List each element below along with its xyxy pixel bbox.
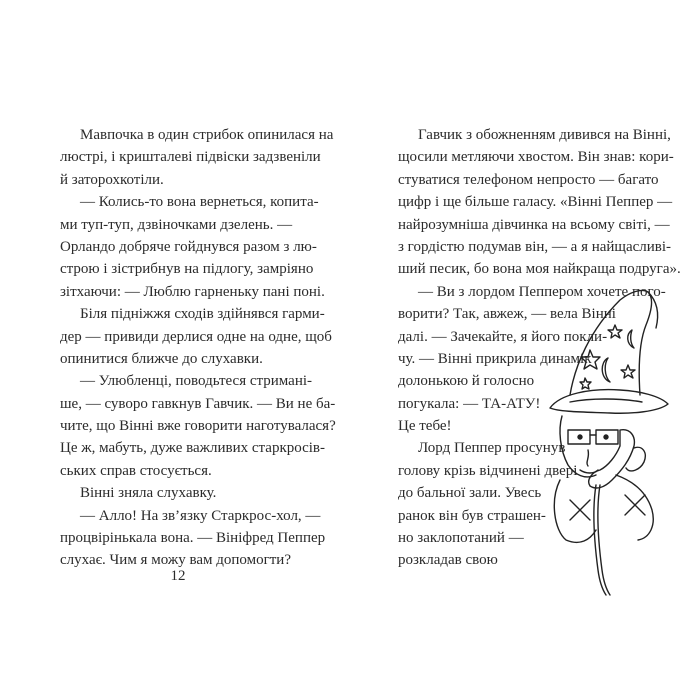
text-line: ше, — суворо гавкнув Гавчик. — Ви не ба- bbox=[60, 395, 336, 412]
text-line: найрозумніша дівчинка на всьому світі, — bbox=[398, 216, 670, 233]
text-line: — Алло! На зв’язку Старкрос-хол, — bbox=[80, 507, 321, 524]
text-line: Біля підніжжя сходів здійнявся гарми- bbox=[80, 306, 325, 323]
text-line: Це тебе! bbox=[398, 418, 452, 435]
text-line: Лорд Пеппер просунув bbox=[418, 440, 566, 457]
text-line: й заторохкотіли. bbox=[60, 171, 164, 188]
left-page-text bbox=[60, 124, 350, 572]
text-line: чу. — Вінні прикрила динамік bbox=[398, 350, 592, 367]
text-line: щосили метляючи хвостом. Він знав: кори- bbox=[398, 149, 674, 166]
text-line: долонькою й голосно bbox=[398, 373, 535, 390]
text-line: зітхаючи: — Люблю гарненьку пані поні. bbox=[60, 283, 325, 300]
illustration-wizard-hat-man bbox=[530, 270, 670, 600]
text-line: — Колись-то вона вернеться, копита- bbox=[80, 194, 319, 211]
text-line: Орландо добряче гойднувся разом з лю- bbox=[60, 238, 317, 255]
text-line: процвірінькала вона. — Вініфред Пеппер bbox=[60, 530, 326, 547]
page-number: 12 bbox=[170, 568, 186, 584]
right-page bbox=[350, 0, 700, 700]
text-line: дер — привиди дерлися одне на одне, щоб bbox=[60, 328, 332, 345]
text-line: далі. — Зачекайте, я його покли- bbox=[398, 328, 608, 345]
text-line: розкладав свою bbox=[398, 552, 498, 569]
text-line: голову крізь відчинені двері bbox=[398, 462, 578, 479]
text-line: до бальної зали. Увесь bbox=[398, 485, 542, 502]
text-line: ший песик, бо вона моя найкраща подруга». bbox=[398, 261, 681, 278]
text-line: ворити? Так, авжеж, — вела Вінні bbox=[398, 306, 616, 323]
text-line: ських справ стосується. bbox=[60, 462, 212, 479]
text-line: опинитися ближче до слухавки. bbox=[60, 350, 263, 367]
text-line: люстрі, і кришталеві підвіски задзвеніли bbox=[60, 149, 321, 166]
text-line: чите, що Вінні вже говорити наготувалася? bbox=[60, 418, 336, 435]
text-line: — Ви з лордом Пеппером хочете пого- bbox=[418, 283, 666, 300]
text-line: Гавчик з обожненням дивився на Вінні, bbox=[418, 127, 671, 143]
wizard-hat-icon bbox=[570, 290, 652, 395]
text-line: з гордістю подумав він, — а я найщасливі- bbox=[398, 238, 672, 255]
text-line: строю і зістрибнув на підлогу, замріяно bbox=[60, 261, 314, 278]
text-line: но заклопотаний — bbox=[398, 530, 524, 547]
text-line: — Улюбленці, поводьтеся стримані- bbox=[80, 373, 313, 390]
text-line: ранок він був страшен- bbox=[398, 507, 546, 524]
text-line: ми туп-туп, дзвіночками дзелень. — bbox=[60, 216, 293, 233]
text-line: Вінні зняла слухавку. bbox=[80, 485, 217, 502]
text-line: Мавпочка в один стрибок опинилася на bbox=[80, 127, 334, 143]
text-line: слухає. Чим я можу вам допомогти? bbox=[60, 552, 291, 569]
text-line: стуватися телефоном непросто — багато bbox=[398, 171, 659, 188]
text-line: Це ж, мабуть, дуже важливих старкросів- bbox=[60, 440, 326, 457]
text-line: цифр і ще більше галасу. «Вінні Пеппер — bbox=[398, 194, 673, 211]
text-line: погукала: — ТА-АТУ! bbox=[398, 395, 541, 412]
